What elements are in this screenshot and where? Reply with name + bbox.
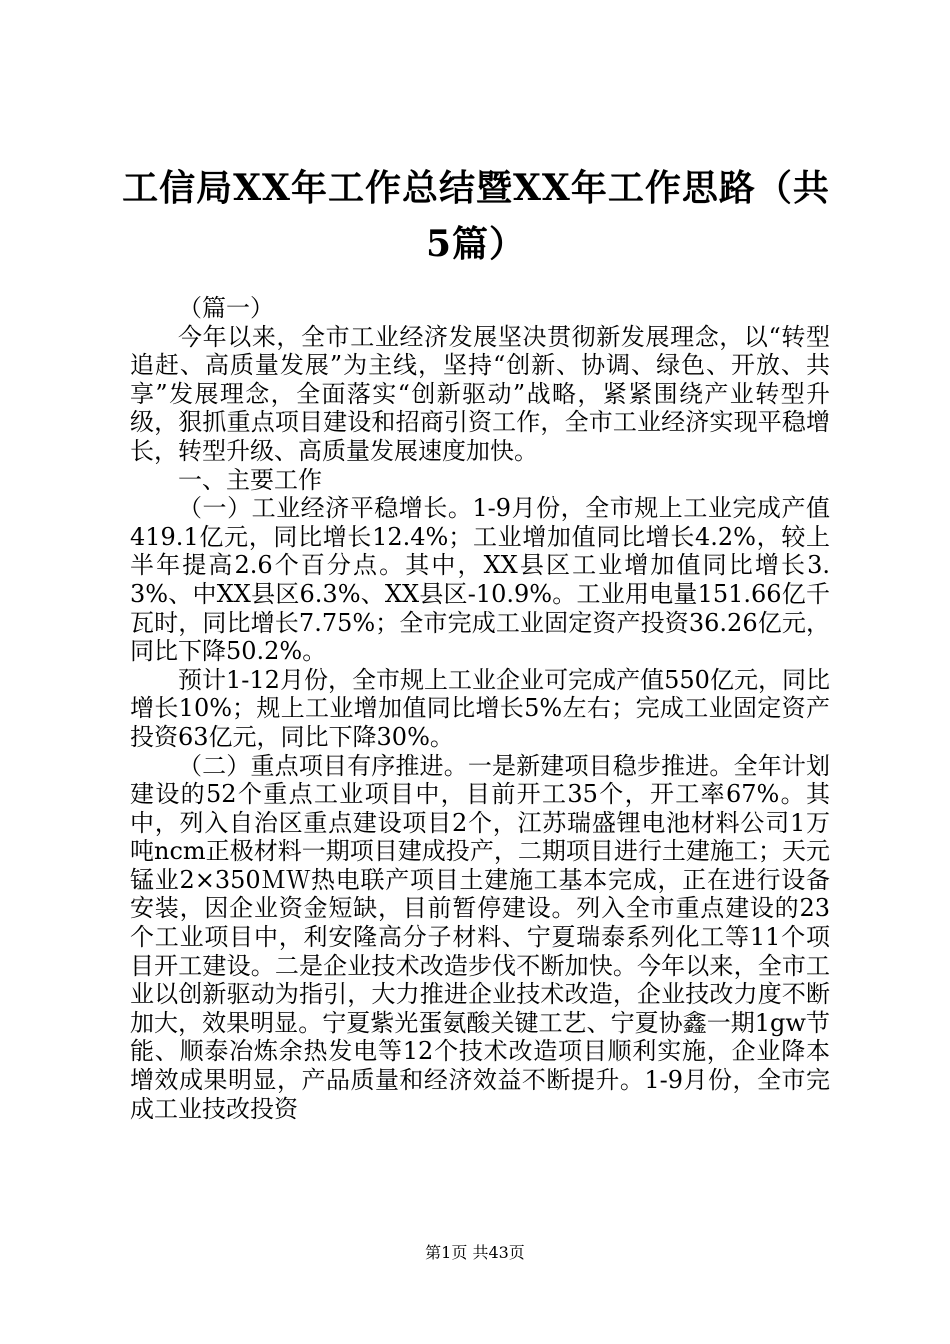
body-paragraph: （二）重点项目有序推进。一是新建项目稳步推进。全年计划建设的52个重点工业项目中，目前开工35个，开工率67%。其中，列入自治区重点建设项目2个，江苏瑞盛锂电池材料公司1万吨ncm正极材料一期项目建成投产，二期项目进行土建施工；天元锰业2×350ＭＷ热电联产项目土建施工基本完成，正在进行设备安装，因企业资金短缺，目前暂停建设。列入全市重点建设的23个工业项目中，利安隆高分子材料、宁夏瑞泰系列化工等11个项目开工建设。二是企业技术改造步伐不断加快。今年以来，全市工业以创新驱动为指引，大力推进企业技术改造，企业技改力度不断加大，效果明显。宁夏紫光蛋氨酸关键工艺、宁夏协鑫一期1gw节能、顺泰冶炼余热发电等12个技术改造项目顺利实施，企业降本增效成果明显，产品质量和经济效益不断提升。1-9月份，全市完成工业技改投资 bbox=[130, 751, 830, 1123]
document-body bbox=[130, 294, 830, 1123]
intro-paragraph: 今年以来，全市工业经济发展坚决贯彻新发展理念，以“转型追赶、高质量发展”为主线，坚持“创新、协调、绿色、开放、共享”发展理念，全面落实“创新驱动”战略，紧紧围绕产业转型升级，狠抓重点项目建设和招商引资工作，全市工业经济实现平稳增长，转型升级、高质量发展速度加快。 bbox=[130, 322, 830, 465]
document-title: 工信局XX年工作总结暨XX年工作思路（共5篇） bbox=[122, 167, 830, 265]
body-paragraph: 预计1-12月份，全市规上工业企业可完成产值550亿元，同比增长10%；规上工业增加值同比增长5%左右；完成工业固定资产投资63亿元，同比下降30%。 bbox=[130, 665, 830, 751]
page-footer: 第1页 共43页 bbox=[425, 1243, 525, 1262]
body-paragraph: （一）工业经济平稳增长。1-9月份，全市规上工业完成产值419.1亿元，同比增长12.4%；工业增加值同比增长4.2%，较上半年提高2.6个百分点。其中，XX县区工业增加值同比增长3.3%、中XX县区6.3%、XX县区-10.9%。工业用电量151.66亿千瓦时，同比增长7.75%；全市完成工业固定资产投资36.26亿元，同比下降50.2%。 bbox=[130, 494, 830, 666]
section-label: （篇一） bbox=[178, 294, 274, 322]
section-heading: 一、主要工作 bbox=[178, 465, 322, 494]
